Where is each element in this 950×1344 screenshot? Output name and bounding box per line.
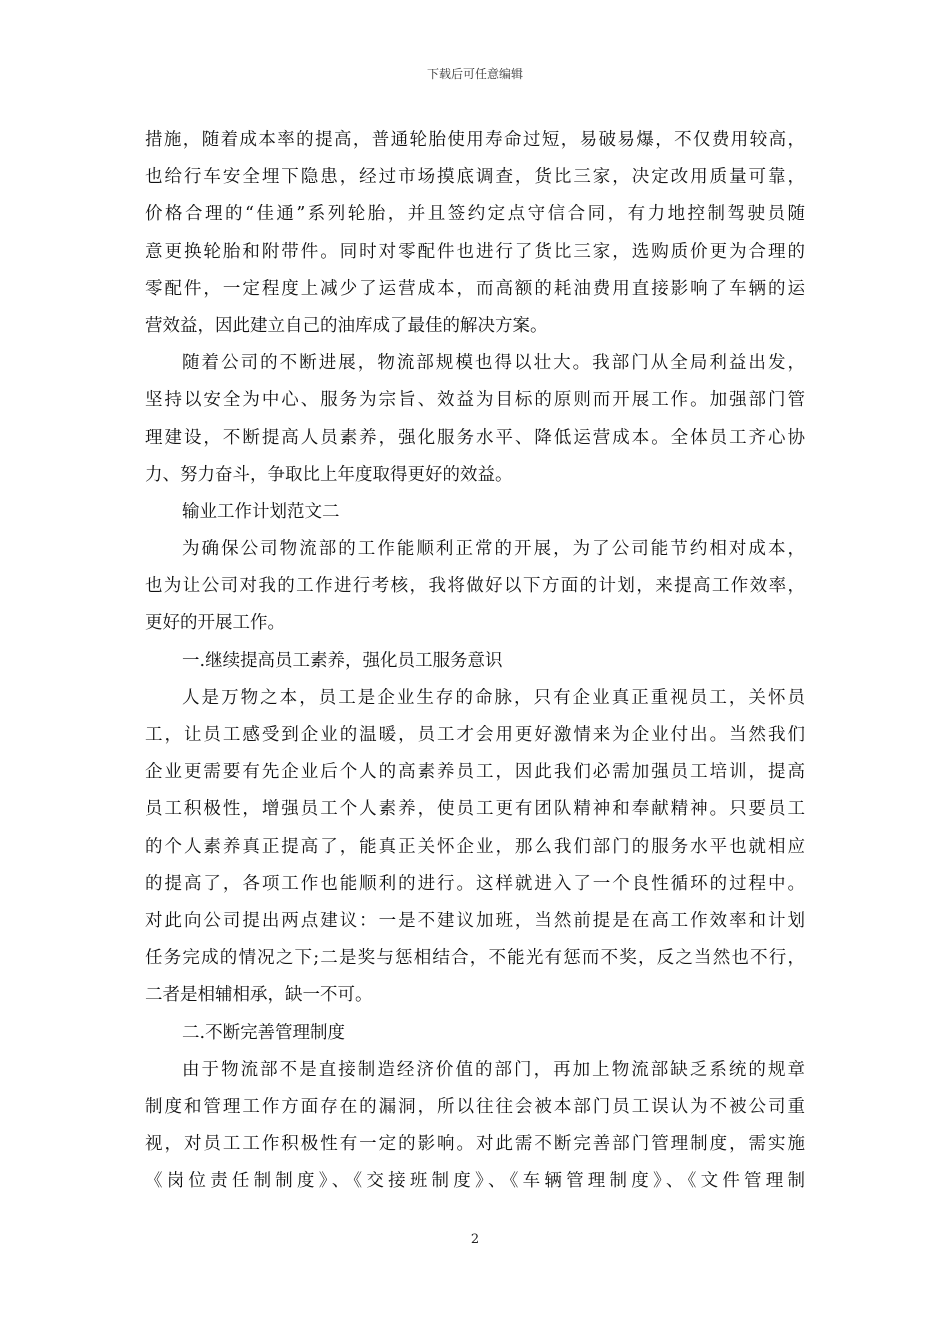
text-line: 也给行车安全埋下隐患，经过市场摸底调查，货比三家，决定改用质量可靠， [145, 167, 805, 188]
text-line: 二者是相辅相承，缺一不可。 [145, 985, 373, 1006]
text-line: 《岗位责任制制度》、《交接班制度》、《车辆管理制度》、《文件管理制 [145, 1171, 805, 1192]
text-line: 意更换轮胎和附带件。同时对零配件也进行了货比三家，选购质价更为合理的 [145, 241, 805, 262]
text-line: 力、努力奋斗，争取比上年度取得更好的效益。 [145, 464, 513, 485]
text-line: 人是万物之本，员工是企业生存的命脉，只有企业真正重视员工，关怀员 [182, 687, 805, 708]
text-line: 的个人素养真正提高了，能真正关怀企业，那么我们部门的服务水平也就相应 [145, 836, 805, 857]
text-line: 的提高了，各项工作也能顺利的进行。这样就进入了一个良性循环的过程中。 [145, 873, 805, 894]
text-line: 对此向公司提出两点建议：一是不建议加班，当然前提是在高工作效率和计划 [145, 910, 805, 931]
text-line: 措施，随着成本率的提高，普通轮胎使用寿命过短，易破易爆，不仅费用较高， [145, 130, 805, 150]
document-body [145, 122, 805, 1200]
text-line: 由于物流部不是直接制造经济价值的部门，再加上物流部缺乏系统的规章 [182, 1059, 805, 1080]
text-line: 任务完成的情况之下;二是奖与惩相结合，不能光有惩而不奖，反之当然也不行， [145, 948, 805, 969]
text-line: 营效益，因此建立自己的油库成了最佳的解决方案。 [145, 315, 548, 336]
text-line: 理建设，不断提高人员素养，强化服务水平、降低运营成本。全体员工齐心协 [145, 427, 805, 448]
text-line: 一.继续提高员工素养，强化员工服务意识 [182, 650, 503, 671]
text-line: 坚持以安全为中心、服务为宗旨、效益为目标的原则而开展工作。加强部门管 [145, 390, 805, 411]
text-line: 视，对员工工作积极性有一定的影响。对此需不断完善部门管理制度，需实施 [145, 1134, 805, 1155]
text-line: 更好的开展工作。 [145, 613, 285, 634]
text-line: 随着公司的不断进展，物流部规模也得以壮大。我部门从全局利益出发， [182, 353, 805, 374]
text-line: 零配件，一定程度上减少了运营成本，而高额的耗油费用直接影响了车辆的运 [145, 278, 805, 299]
text-line: 企业更需要有先企业后个人的高素养员工，因此我们必需加强员工培训，提高 [145, 762, 805, 783]
text-line: 输业工作计划范文二 [182, 501, 340, 522]
text-line: 价格合理的“佳通”系列轮胎，并且签约定点守信合同，有力地控制驾驶员随 [145, 204, 805, 225]
text-line: 制度和管理工作方面存在的漏洞，所以往往会被本部门员工误认为不被公司重 [145, 1096, 805, 1117]
text-line: 也为让公司对我的工作进行考核，我将做好以下方面的计划，来提高工作效率， [145, 576, 805, 597]
text-line: 为确保公司物流部的工作能顺利正常的开展，为了公司能节约相对成本， [182, 539, 805, 560]
text-line: 工，让员工感受到企业的温暖，员工才会用更好激情来为企业付出。当然我们 [145, 725, 805, 745]
page-header: 下载后可任意编辑 [426, 67, 523, 81]
text-line: 员工积极性，增强员工个人素养，使员工更有团队精神和奉献精神。只要员工 [145, 799, 805, 820]
page-number: 2 [470, 1232, 480, 1247]
text-line: 二.不断完善管理制度 [182, 1022, 346, 1043]
